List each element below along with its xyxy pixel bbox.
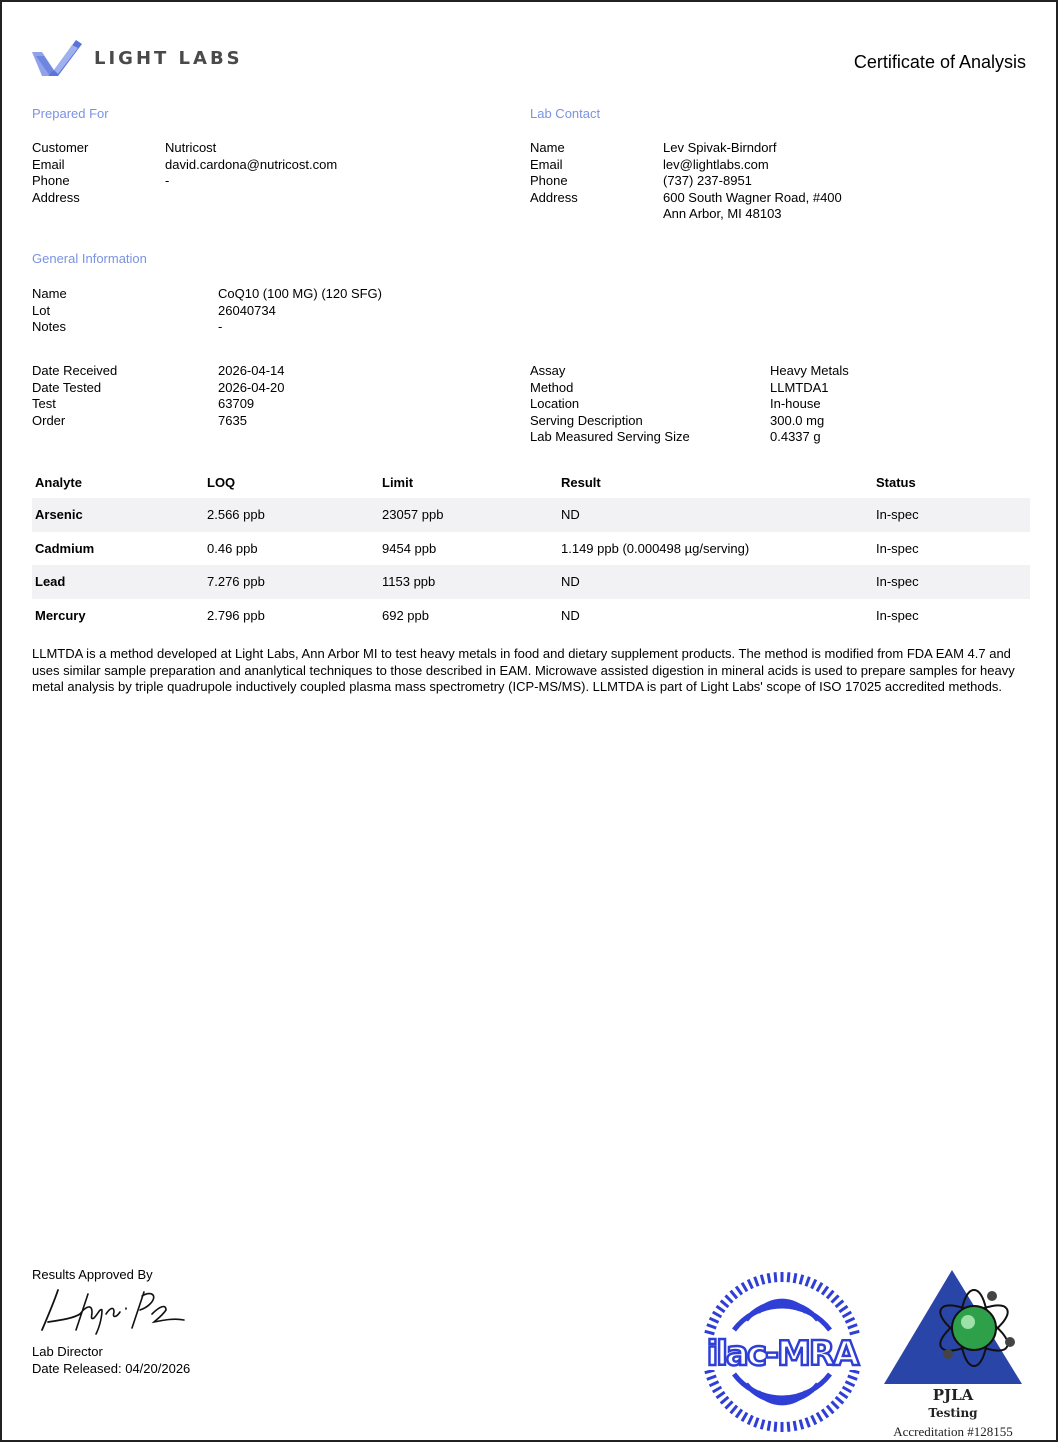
seal-tick [822, 1409, 828, 1417]
pjla-triangle-logo [882, 1268, 1024, 1386]
seal-tick [731, 1406, 737, 1414]
seal-tick [713, 1387, 722, 1392]
field-label: Lot [32, 302, 51, 318]
approval-info [32, 1343, 190, 1377]
seal-tick [775, 1422, 776, 1432]
general-info-title: General Information [32, 251, 147, 266]
field-value: (737) 237-8951 [663, 173, 752, 189]
table-header-row [32, 466, 1030, 498]
seal-tick [707, 1325, 716, 1328]
field-value: - [218, 319, 223, 335]
seal-tick [721, 1397, 729, 1403]
lab-contact-row [530, 173, 842, 190]
date-released: Date Released: 04/20/2026 [32, 1361, 191, 1376]
pjla-testing: Testing [928, 1406, 978, 1420]
seal-tick [839, 1392, 847, 1398]
seal-tick [736, 1286, 742, 1294]
field-value: Nutricost [165, 140, 217, 155]
seal-tick [725, 1295, 732, 1302]
seal-tick [800, 1420, 803, 1430]
seal-tick [709, 1382, 718, 1386]
seal-tick [843, 1312, 852, 1317]
limit-cell: 1153 ppb [379, 565, 558, 599]
seal-tick [721, 1301, 729, 1307]
field-label: Method [530, 379, 574, 395]
prepared-for-title: Prepared For [32, 106, 109, 121]
field-value: 26040734 [218, 302, 276, 318]
field-value: 300.0 mg [770, 412, 825, 428]
field-label: Location [530, 396, 580, 412]
seal-tick [831, 1401, 838, 1408]
approved-by-label: Results Approved By [32, 1267, 153, 1282]
dates-row [32, 363, 285, 380]
seal-tick [716, 1392, 724, 1398]
seal-tick [709, 1318, 718, 1322]
field-value: 2026-04-14 [218, 363, 285, 378]
field-label: Name [32, 286, 67, 301]
assay-row [530, 396, 849, 413]
result-cell: ND [558, 565, 873, 599]
field-label: Test [32, 396, 56, 412]
seal-tick [775, 1272, 776, 1282]
column-header-analyte: Analyte [35, 474, 82, 490]
pjla-accreditation-number: Accreditation #128155 [893, 1424, 1013, 1439]
lab-contact-row [530, 157, 842, 174]
result-cell: ND [561, 607, 580, 623]
logo-text: LIGHT LABS [94, 47, 243, 69]
seal-tick [827, 1406, 833, 1414]
seal-tick [768, 1273, 770, 1283]
prepared-for-row [32, 157, 337, 174]
loq-cell: 2.796 ppb [207, 607, 265, 623]
seal-tick [831, 1295, 838, 1302]
status-cell: In-spec [873, 565, 1030, 599]
prepared-for-block [32, 140, 337, 206]
seal-tick [836, 1397, 844, 1403]
field-value: CoQ10 (100 MG) (120 SFG) [218, 286, 382, 301]
dates-row [32, 413, 285, 430]
column-header-loq: LOQ [207, 474, 236, 490]
seal-tick [761, 1275, 764, 1285]
limit-cell: 692 ppb [382, 607, 429, 623]
seal-tick [812, 1279, 816, 1288]
field-value: Ann Arbor, MI 48103 [663, 206, 782, 222]
ilac-mra-seal [700, 1270, 864, 1434]
assay-block [530, 363, 849, 446]
prepared-for-row [32, 140, 337, 157]
seal-tick [788, 1272, 789, 1282]
column-header-limit: Limit [382, 474, 414, 490]
seal-tick [794, 1421, 796, 1431]
loq-cell: 2.566 ppb [204, 498, 379, 532]
field-label: Assay [530, 363, 566, 378]
field-label: Serving Description [530, 412, 643, 428]
seal-tick [817, 1413, 822, 1422]
prepared-for-row [32, 190, 337, 207]
column-header-status: Status [876, 474, 916, 490]
seal-tick [848, 1376, 857, 1379]
field-label: Address [530, 189, 578, 205]
seal-tick [827, 1291, 833, 1299]
method-description: LLMTDA is a method developed at Light Labs, Ann Arbor MI to test heavy metals in food and dietary supplement products. The method is modified from FDA EAM 4.7 and uses similar sample preparation and ananlytical techniques to those described in EAM. Microwave assisted digestion in mineral acids is used to prepare samples for heavy metal analysis by triple quadrupole inductively coupled plasma mass spectrometry (ICP-MS/MS). LLMTDA is part of Light Labs' scope of ISO 17025 accredited methods. [32, 646, 1015, 695]
product-row [32, 286, 382, 303]
seal-tick [817, 1283, 822, 1292]
field-label: Phone [530, 173, 568, 189]
assay-row [530, 363, 849, 380]
field-value: Lev Spivak-Birndorf [663, 140, 777, 155]
limit-cell: 9454 ppb [382, 540, 437, 556]
document-title: Certificate of Analysis [853, 52, 1026, 72]
lab-contact-block [530, 140, 842, 223]
seal-tick [742, 1283, 747, 1292]
seal-tick [848, 1325, 857, 1328]
analyte-cell: Lead [32, 565, 204, 599]
table-row [32, 599, 1030, 633]
ilac-mra-text: ilac-MRA [706, 1334, 858, 1374]
table-row [32, 498, 1030, 532]
field-label: Phone [32, 173, 70, 189]
seal-tick [768, 1421, 770, 1431]
field-label [530, 206, 663, 223]
field-label: Name [530, 140, 565, 155]
field-value: 63709 [218, 396, 255, 412]
seal-tick [806, 1418, 809, 1427]
assay-row [530, 413, 849, 430]
seal-tick [845, 1382, 854, 1386]
seal-tick [836, 1301, 844, 1307]
dates-block [32, 363, 285, 429]
light-labs-logo-icon [32, 40, 82, 76]
seal-tick [845, 1318, 854, 1322]
seal-tick [748, 1415, 752, 1424]
seal-tick [822, 1286, 828, 1294]
field-value: 600 South Wagner Road, #400 [663, 189, 842, 205]
result-cell: 1.149 ppb (0.000498 µg/serving) [561, 540, 750, 556]
table-row [32, 565, 1030, 599]
analyte-cell: Mercury [35, 607, 86, 623]
field-value: - [165, 173, 170, 189]
seal-tick [736, 1409, 742, 1417]
column-header-result: Result [561, 474, 601, 490]
assay-row [530, 380, 849, 397]
product-row [32, 319, 382, 336]
lab-contact-row [530, 190, 842, 207]
assay-row [530, 429, 849, 446]
field-label: Customer [32, 140, 89, 155]
pjla-name: PJLA [932, 1386, 974, 1404]
signature-image [40, 1284, 190, 1336]
field-label: Date Received [32, 363, 118, 378]
seal-tick [716, 1306, 724, 1312]
lab-contact-title: Lab Contact [530, 106, 601, 121]
seal-tick [812, 1415, 816, 1424]
field-label: Date Tested [32, 379, 102, 395]
seal-tick [839, 1306, 847, 1312]
seal-tick [755, 1277, 758, 1286]
field-label: Lab Measured Serving Size [530, 429, 690, 445]
field-value: 0.4337 g [770, 429, 821, 445]
field-value: lev@lightlabs.com [663, 156, 769, 172]
pjla-badge [882, 1268, 1024, 1439]
field-label: Address [32, 189, 80, 205]
seal-tick [731, 1291, 737, 1299]
seal-tick [761, 1420, 764, 1430]
seal-tick [755, 1418, 758, 1427]
seal-tick [742, 1413, 747, 1422]
status-cell: In-spec [876, 607, 919, 623]
result-cell: ND [558, 498, 873, 532]
field-label: Email [32, 156, 65, 172]
limit-cell: 23057 ppb [379, 498, 558, 532]
results-table [32, 466, 1030, 632]
field-label: Order [32, 412, 66, 428]
field-value: 2026-04-20 [218, 379, 285, 395]
seal-tick [806, 1277, 809, 1286]
loq-cell: 0.46 ppb [207, 540, 258, 556]
lab-contact-row [530, 140, 842, 157]
analyte-cell: Arsenic [32, 498, 204, 532]
seal-tick [725, 1401, 732, 1408]
approver-role: Lab Director [32, 1344, 103, 1359]
analyte-cell: Cadmium [35, 540, 95, 556]
lab-contact-row [530, 206, 842, 223]
seal-tick [707, 1376, 716, 1379]
product-block [32, 286, 382, 336]
seal-tick [843, 1387, 852, 1392]
field-value: david.cardona@nutricost.com [165, 156, 338, 172]
seal-tick [800, 1275, 803, 1285]
field-value: 7635 [218, 412, 247, 428]
field-value: LLMTDA1 [770, 379, 829, 395]
seal-tick [788, 1422, 789, 1432]
status-cell: In-spec [876, 540, 919, 556]
product-row [32, 303, 382, 320]
seal-tick [713, 1312, 722, 1317]
field-value: In-house [770, 396, 821, 412]
dates-row [32, 380, 285, 397]
dates-row [32, 396, 285, 413]
field-label: Notes [32, 319, 66, 335]
seal-tick [748, 1279, 752, 1288]
status-cell: In-spec [873, 498, 1030, 532]
seal-tick [794, 1273, 796, 1283]
prepared-for-row [32, 173, 337, 190]
light-labs-logo [32, 40, 243, 76]
loq-cell: 7.276 ppb [204, 565, 379, 599]
field-label: Email [530, 156, 563, 172]
table-row [32, 532, 1030, 566]
field-value: Heavy Metals [770, 363, 849, 378]
